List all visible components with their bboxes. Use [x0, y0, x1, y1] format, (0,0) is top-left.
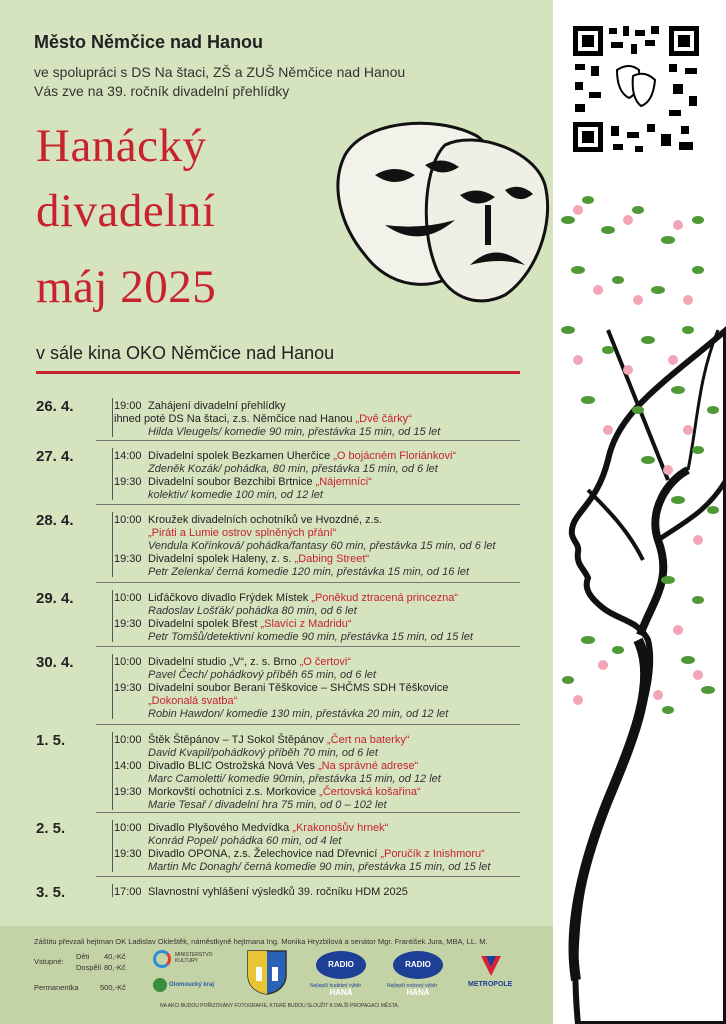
qr-code[interactable]: [569, 22, 703, 156]
day-date: 26. 4.: [36, 398, 74, 415]
performance-line: ihned poté DS Na štaci, z.s. Němčice nad Hanou „Dvě čárky“: [114, 413, 412, 425]
performance-details: Robin Hawdon/ komedie 130 min, přestávka 20 min, od 12 let: [148, 708, 449, 720]
children-price: 40,-Kč: [104, 952, 126, 961]
performance-line: 10:00 Liďáčkovo divadlo Frýdek Místek „Poněkud ztracená princezna“: [114, 592, 459, 604]
venue: v sále kina OKO Němčice nad Hanou: [36, 343, 335, 363]
day-rule: [112, 732, 113, 810]
day-separator: [96, 812, 520, 813]
day-separator: [96, 440, 520, 441]
entry-label: Vstupné:: [34, 957, 64, 966]
photo-note: NA AKCI BUDOU POŘIZOVÁNY FOTOGRAFIE, KTERÉ BUDOU SLOUŽIT K DALŠÍ PROPAGACI MĚSTA.: [160, 1003, 400, 1009]
day-rule: [112, 820, 113, 872]
performance-line: 19:00 Zahájení divadelní přehlídky: [114, 400, 286, 412]
radio-metropole-logo: METROPOLE: [468, 953, 518, 995]
day-date: 29. 4.: [36, 590, 74, 607]
radio-hana-logo: RADIO HANÁ Nejlepší hudební výběr: [310, 951, 374, 995]
city-coat-of-arms-icon: [246, 949, 288, 995]
divider: [36, 371, 520, 374]
metropole-icon: [478, 953, 504, 979]
adults-price: 80,-Kč: [104, 963, 126, 972]
adults-label: Dospělí: [76, 963, 102, 972]
performance-line: „Piráti a Lumie ostrov splněných přání“: [148, 527, 337, 539]
title-line-1: Hanácký: [36, 120, 207, 172]
day-date: 30. 4.: [36, 654, 74, 671]
performance-details: Marie Tesař / divadelní hra 75 min, od 0 – 102 let: [148, 799, 387, 811]
title-line-2: divadelní: [36, 185, 216, 237]
pass-label: Permanentka: [34, 983, 79, 992]
performance-line: 10:00 Divadlo Plyšového Medvídka „Krakonošův hrnek“: [114, 822, 389, 834]
day-rule: [112, 398, 113, 437]
performance-details: Petr Zelenka/ černá komedie 120 min, přestávka 15 min, od 16 let: [148, 566, 470, 578]
invitation-line: Vás zve na 39. ročník divadelní přehlídky: [34, 83, 290, 99]
ministry-culture-logo: MINISTERSTVO KULTURY Olomoucký kraj: [153, 950, 233, 1000]
day-separator: [96, 504, 520, 505]
day-separator: [96, 724, 520, 725]
day-date: 28. 4.: [36, 512, 74, 529]
day-rule: [112, 884, 113, 897]
theatre-masks-icon: [325, 105, 555, 310]
organizer: Město Němčice nad Hanou: [34, 32, 264, 52]
performance-line: 19:30 Divadelní spolek Haleny, z. s. „Dabing Street“: [114, 553, 370, 565]
children-label: Děti: [76, 952, 90, 961]
performance-details: Zdeněk Kozák/ pohádka, 80 min, přestávka 15 min, od 6 let: [148, 463, 438, 475]
day-date: 2. 5.: [36, 820, 66, 837]
day-date: 27. 4.: [36, 448, 74, 465]
day-rule: [112, 512, 113, 577]
radio-hana-rock-logo: RADIO HANÁ Nejlepší rockový výběr: [387, 951, 451, 995]
performance-line: 19:30 Divadelní soubor Berani Těškovice – SHČMS SDH Těškovice: [114, 682, 449, 694]
day-separator: [96, 876, 520, 877]
performance-details: Marc Camoletti/ komedie 90min, přestávka 15 min, od 12 let: [148, 773, 441, 785]
performance-line: 14:00 Divadlo BLIC Ostrožská Nová Ves „Na správné adrese“: [114, 760, 419, 772]
performance-line: 10:00 Kroužek divadelních ochotníků ve Hvozdné, z.s.: [114, 514, 383, 526]
tree-face-illustration: [548, 180, 726, 1024]
performance-details: Pavel Čech/ pohádkový příběh 65 min, od 6 let: [148, 669, 377, 681]
pass-price: 500,-Kč: [100, 983, 126, 992]
day-date: 3. 5.: [36, 884, 66, 901]
day-rule: [112, 448, 113, 500]
performance-line: 19:30 Divadlo OPONA, z.s. Želechovice nad Dřevnicí „Poručík z Inishmoru“: [114, 848, 485, 860]
title-line-3: máj 2025: [36, 261, 217, 313]
performance-line: „Dokonalá svatba“: [148, 695, 238, 707]
performance-details: Petr Tomšů/detektivní komedie 90 min, přestávka 15 min, od 15 let: [148, 631, 473, 643]
performance-line: 10:00 Štěk Štěpánov – TJ Sokol Štěpánov „Čert na baterky“: [114, 734, 410, 746]
performance-line: 19:30 Divadelní spolek Břest „Slavíci z Madridu“: [114, 618, 352, 630]
day-rule: [112, 590, 113, 642]
performance-details: Vendula Kořínková/ pohádka/fantasy 60 min, přestávka 15 min, od 6 let: [148, 540, 496, 552]
performance-line: 19:30 Morkovští ochotníci z.s. Morkovice „Čertovská košařina“: [114, 786, 421, 798]
performance-details: Radoslav Lošťák/ pohádka 80 min, od 6 let: [148, 605, 357, 617]
day-rule: [112, 654, 113, 719]
day-separator: [96, 646, 520, 647]
performance-line: 14:00 Divadelní spolek Bezkamen Uherčice „O bojácném Floriánkovi“: [114, 450, 457, 462]
performance-details: kolektiv/ komedie 100 min, od 12 let: [148, 489, 323, 501]
performance-details: Hilda Vleugels/ komedie 90 min, přestávka 15 min, od 15 let: [148, 426, 441, 438]
performance-line: 10:00 Divadelní studio „V“, z. s. Brno „O čertovi“: [114, 656, 351, 668]
performance-details: Martin Mc Donagh/ černá komedie 90 min, přestávka 15 min, od 15 let: [148, 861, 491, 873]
performance-line: 19:30 Divadelní soubor Bezchibi Brtnice „Nájemníci“: [114, 476, 372, 488]
day-separator: [96, 582, 520, 583]
patronage-note: Záštitu převzali hejtman OK Ladislav Okleštěk, náměstkyně hejtmana Ing. Monika Hryzbilová a senátor Mgr. František Jura, MBA, LL. M.: [34, 937, 488, 946]
performance-details: Konrád Popel/ pohádka 60 min, od 4 let: [148, 835, 342, 847]
performance-details: David Kvapil/pohádkový příběh 70 min, od 6 let: [148, 747, 378, 759]
performance-line: 17:00 Slavnostní vyhlášení výsledků 39. ročníku HDM 2025: [114, 886, 408, 898]
cooperation-line: ve spolupráci s DS Na štaci, ZŠ a ZUŠ Němčice nad Hanou: [34, 64, 406, 80]
day-date: 1. 5.: [36, 732, 66, 749]
